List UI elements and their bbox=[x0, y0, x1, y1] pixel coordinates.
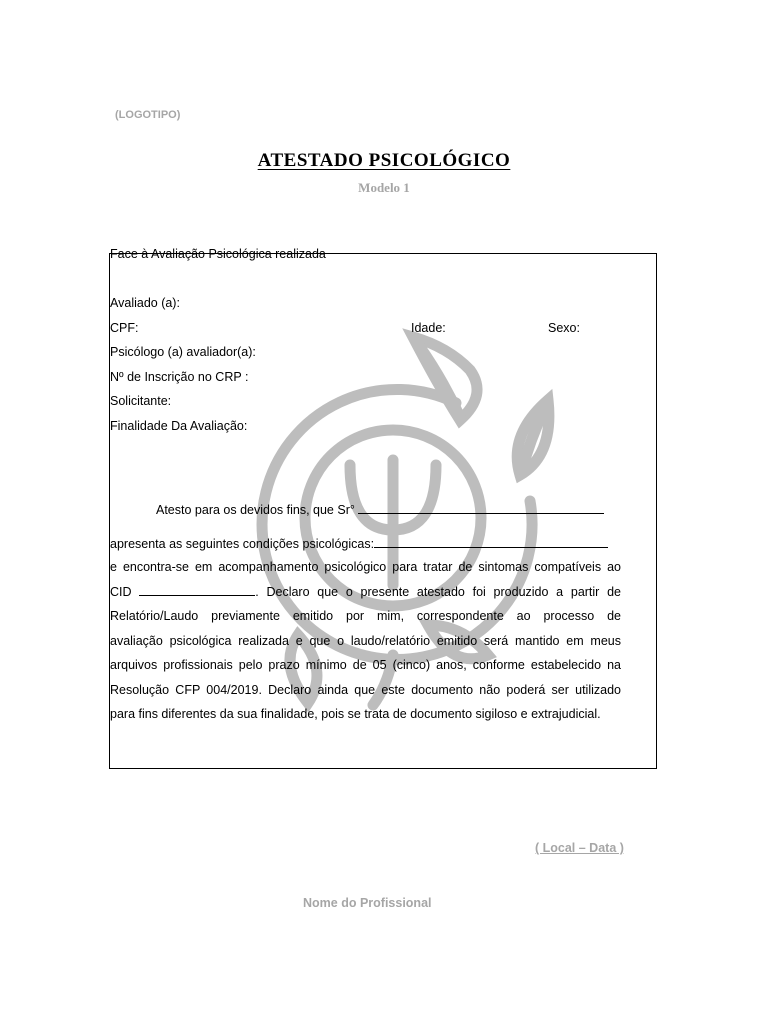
psicologo-label: Psicólogo (a) avaliador(a): bbox=[110, 345, 256, 359]
declaration-line: para fins diferentes da sua finalidade, pois se trata de documento sigiloso e extrajudicial. bbox=[110, 707, 601, 721]
name-blank[interactable] bbox=[358, 502, 604, 514]
declaration-line: Resolução CFP 004/2019. Declaro ainda que este documento não poderá ser utilizado bbox=[110, 682, 621, 697]
avaliado-label: Avaliado (a): bbox=[110, 296, 180, 310]
declaration-line-cid bbox=[110, 580, 621, 605]
logo-placeholder: (LOGOTIPO) bbox=[115, 109, 181, 121]
conditions-blank[interactable] bbox=[374, 536, 608, 548]
declaration-line: e encontra-se em acompanhamento psicológico para tratar de sintomas compatíveis ao bbox=[110, 560, 621, 574]
declaration-line: Relatório/Laudo previamente emitido por mim, correspondente ao processo de bbox=[110, 609, 621, 623]
intro-text: Face à Avaliação Psicológica realizada bbox=[110, 247, 326, 261]
idade-label: Idade: bbox=[411, 321, 446, 335]
nome-profissional-placeholder: Nome do Profissional bbox=[303, 896, 432, 910]
atesto-text: Atesto para os devidos fins, que Sr° bbox=[156, 503, 355, 517]
apresenta-text: apresenta as seguintes condições psicológicas: bbox=[110, 537, 375, 551]
local-data-placeholder: ( Local – Data ) bbox=[535, 841, 624, 855]
cpf-label: CPF: bbox=[110, 321, 139, 335]
sexo-label: Sexo: bbox=[548, 321, 580, 335]
cid-blank[interactable] bbox=[139, 584, 255, 596]
finalidade-label: Finalidade Da Avaliação: bbox=[110, 419, 248, 433]
declaration-line: avaliação psicológica realizada e que o laudo/relatório emitido será mantido em meus bbox=[110, 633, 621, 648]
solicitante-label: Solicitante: bbox=[110, 394, 172, 408]
apresenta-line bbox=[110, 536, 608, 551]
cid-rest: . Declaro que o presente atestado foi produzido a partir de bbox=[255, 584, 621, 599]
cid-label: CID bbox=[110, 584, 132, 599]
declaration-line: arquivos profissionais pelo prazo mínimo de 05 (cinco) anos, conforme estabelecido na bbox=[110, 658, 621, 672]
atesto-line bbox=[156, 502, 604, 517]
document-title: ATESTADO PSICOLÓGICO bbox=[257, 150, 511, 171]
document-subtitle: Modelo 1 bbox=[358, 180, 410, 195]
crp-label: Nº de Inscrição no CRP : bbox=[110, 370, 249, 384]
declaration-paragraph bbox=[110, 555, 621, 727]
